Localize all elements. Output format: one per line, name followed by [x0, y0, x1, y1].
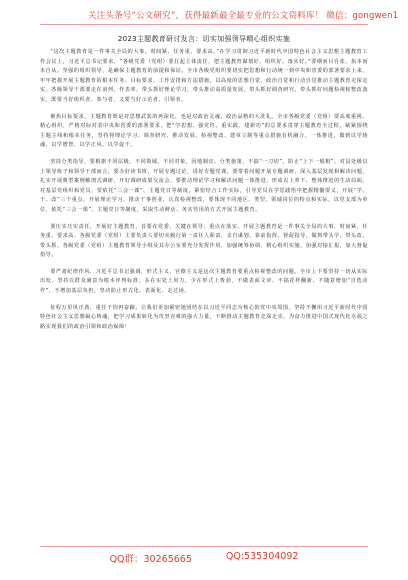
paragraph: 征程万里风正劲，重任千钧再奋蹄。让我们更加紧密地团结在以习近平同志为核心的党中央周围，坚持不懈用习近平新时代中国特色社会主义思想凝心铸魂，把学习成果转化为攻坚克难的强大力量，不断推动主题教育走深走实，为奋力推进中国式现代化幸福之路实现我们的政治引领和政治保障！: [40, 304, 368, 330]
footer-divider: [40, 546, 368, 547]
paragraph: “这次主题教育是一件事关全局的大事，时间紧、任务重、要求高。”在学习贯彻习近平新时代中国特色社会主义思想主题教育工作会议上，习近平总书记要求，“各级党委（党组）要扛起主体责任，把主题教育谋划好、组织好、落实好。”要纲而目自张，执本而末自从。坚强的组织领导，是确保主题教育的前提和保证。全市各级党组织要切实把思想和行动统一到中央和省委的部署要求上来，牢牢把握开展主题教育的根本任务、目标要求，工作安排和方法措施，以高度的思想自觉、政治自觉和行动自觉推动主题教育走深走实。各级领导干部要走在前列、作表率，带头抓好理论学习，带头推动高质量发展，带头抓好调查研究，带头抓好问题检视和整改落实，既要当好组织者、参与者，又要当好示范者、引领者。: [40, 49, 368, 103]
paragraph: 坚持分类指导，要根据不同层级、不同领域、不同对象，因地制宜、分类施策，不搞“一刀切”，防止“上下一般粗”。对县处级以上领导班子和领导干部而言，要办好读书班，开展专题讨论，讲好专题党课，要带着问题开展专题调研，深入基层发现和解决问题，扎实开展典型案例解剖式调研，开好调研成果交流会。要推动理论学习和解决问题一体推进，形成以上率下、整体推进的生动局面。对基层党组织和党员，要依托“三会一课”、主题党日等制度，紧密结合工作实际，引导党员在学思践悟中把握精髓要义，开展“学、干、改”三个重点，开展理论学习，推动干事创业，认真检视整改，要体现不同地区、类型、领域岗位的特点和实际，以党支部为单位，依托“三会一课”、主题党日等制度，采取生动鲜活、务实管用的方式开展主题教育。: [40, 158, 368, 213]
document-body: [40, 48, 368, 339]
paragraph: 要压实压实责任，开展好主题教育，首要在党委、关键在领导、重点在落实。开展主题教育是一件事关全局的大事，时间紧、任务重、要求高。各级党委（党组）主要负责人要切实履行第一责任人职责，亲自谋划、靠前指挥、督促指导，做到带头学、带头改、带头抓。各级党委（党组）主题教育领导小组及其办公室要充分发挥作用，加强统筹协调、精心组织实施、加强对接汇报，加大督促指导。: [40, 223, 368, 259]
promo-banner: 关注头条号“公文研究”，获得最新最全最专业的公文资料库！ 微信：gongwen1: [88, 11, 399, 21]
footer-contact: [0, 551, 408, 565]
qq-label: QQ:535304092: [225, 551, 299, 562]
qq-group-label: QQ群：30265665: [109, 554, 192, 565]
paragraph: 聚焦目标要求，主题教育既是对思想武装的再深化，也是对政治灵魂、政治品格的大洗礼。全市各级党委（党组）要高度重视、精心组织，严格对标对表中央和省委的部署要求，把“学思想、强党性、重实践、建新功”的总要求贯穿主题教育全过程，紧紧围绕主题主线和根本任务，坚持将理论学习、调查研究、推动发展、检视整改、建章立制等重点措施有机融合、一体推进，做到以学铸魂、以学增智、以学正风、以学促干。: [40, 113, 368, 149]
paragraph: 要严肃纪律作风，习近平总书记强调，形式主义、官僚主义是这次主题教育要重点检视整改的问题。全市上下要坚持一切从实际出发，坚持以群众满意为根本评判标准，多在实处上用力，少在形式上费劲，不做表面文章、不搞花样翻新、不随意增加“自选动作”，不增加基层负担，坚决防止形式化、表面化、走过场。: [40, 268, 368, 295]
header-divider: [40, 24, 368, 25]
document-title: 2023主题教育研讨发言：切实加强领导精心组织实施: [117, 35, 291, 43]
